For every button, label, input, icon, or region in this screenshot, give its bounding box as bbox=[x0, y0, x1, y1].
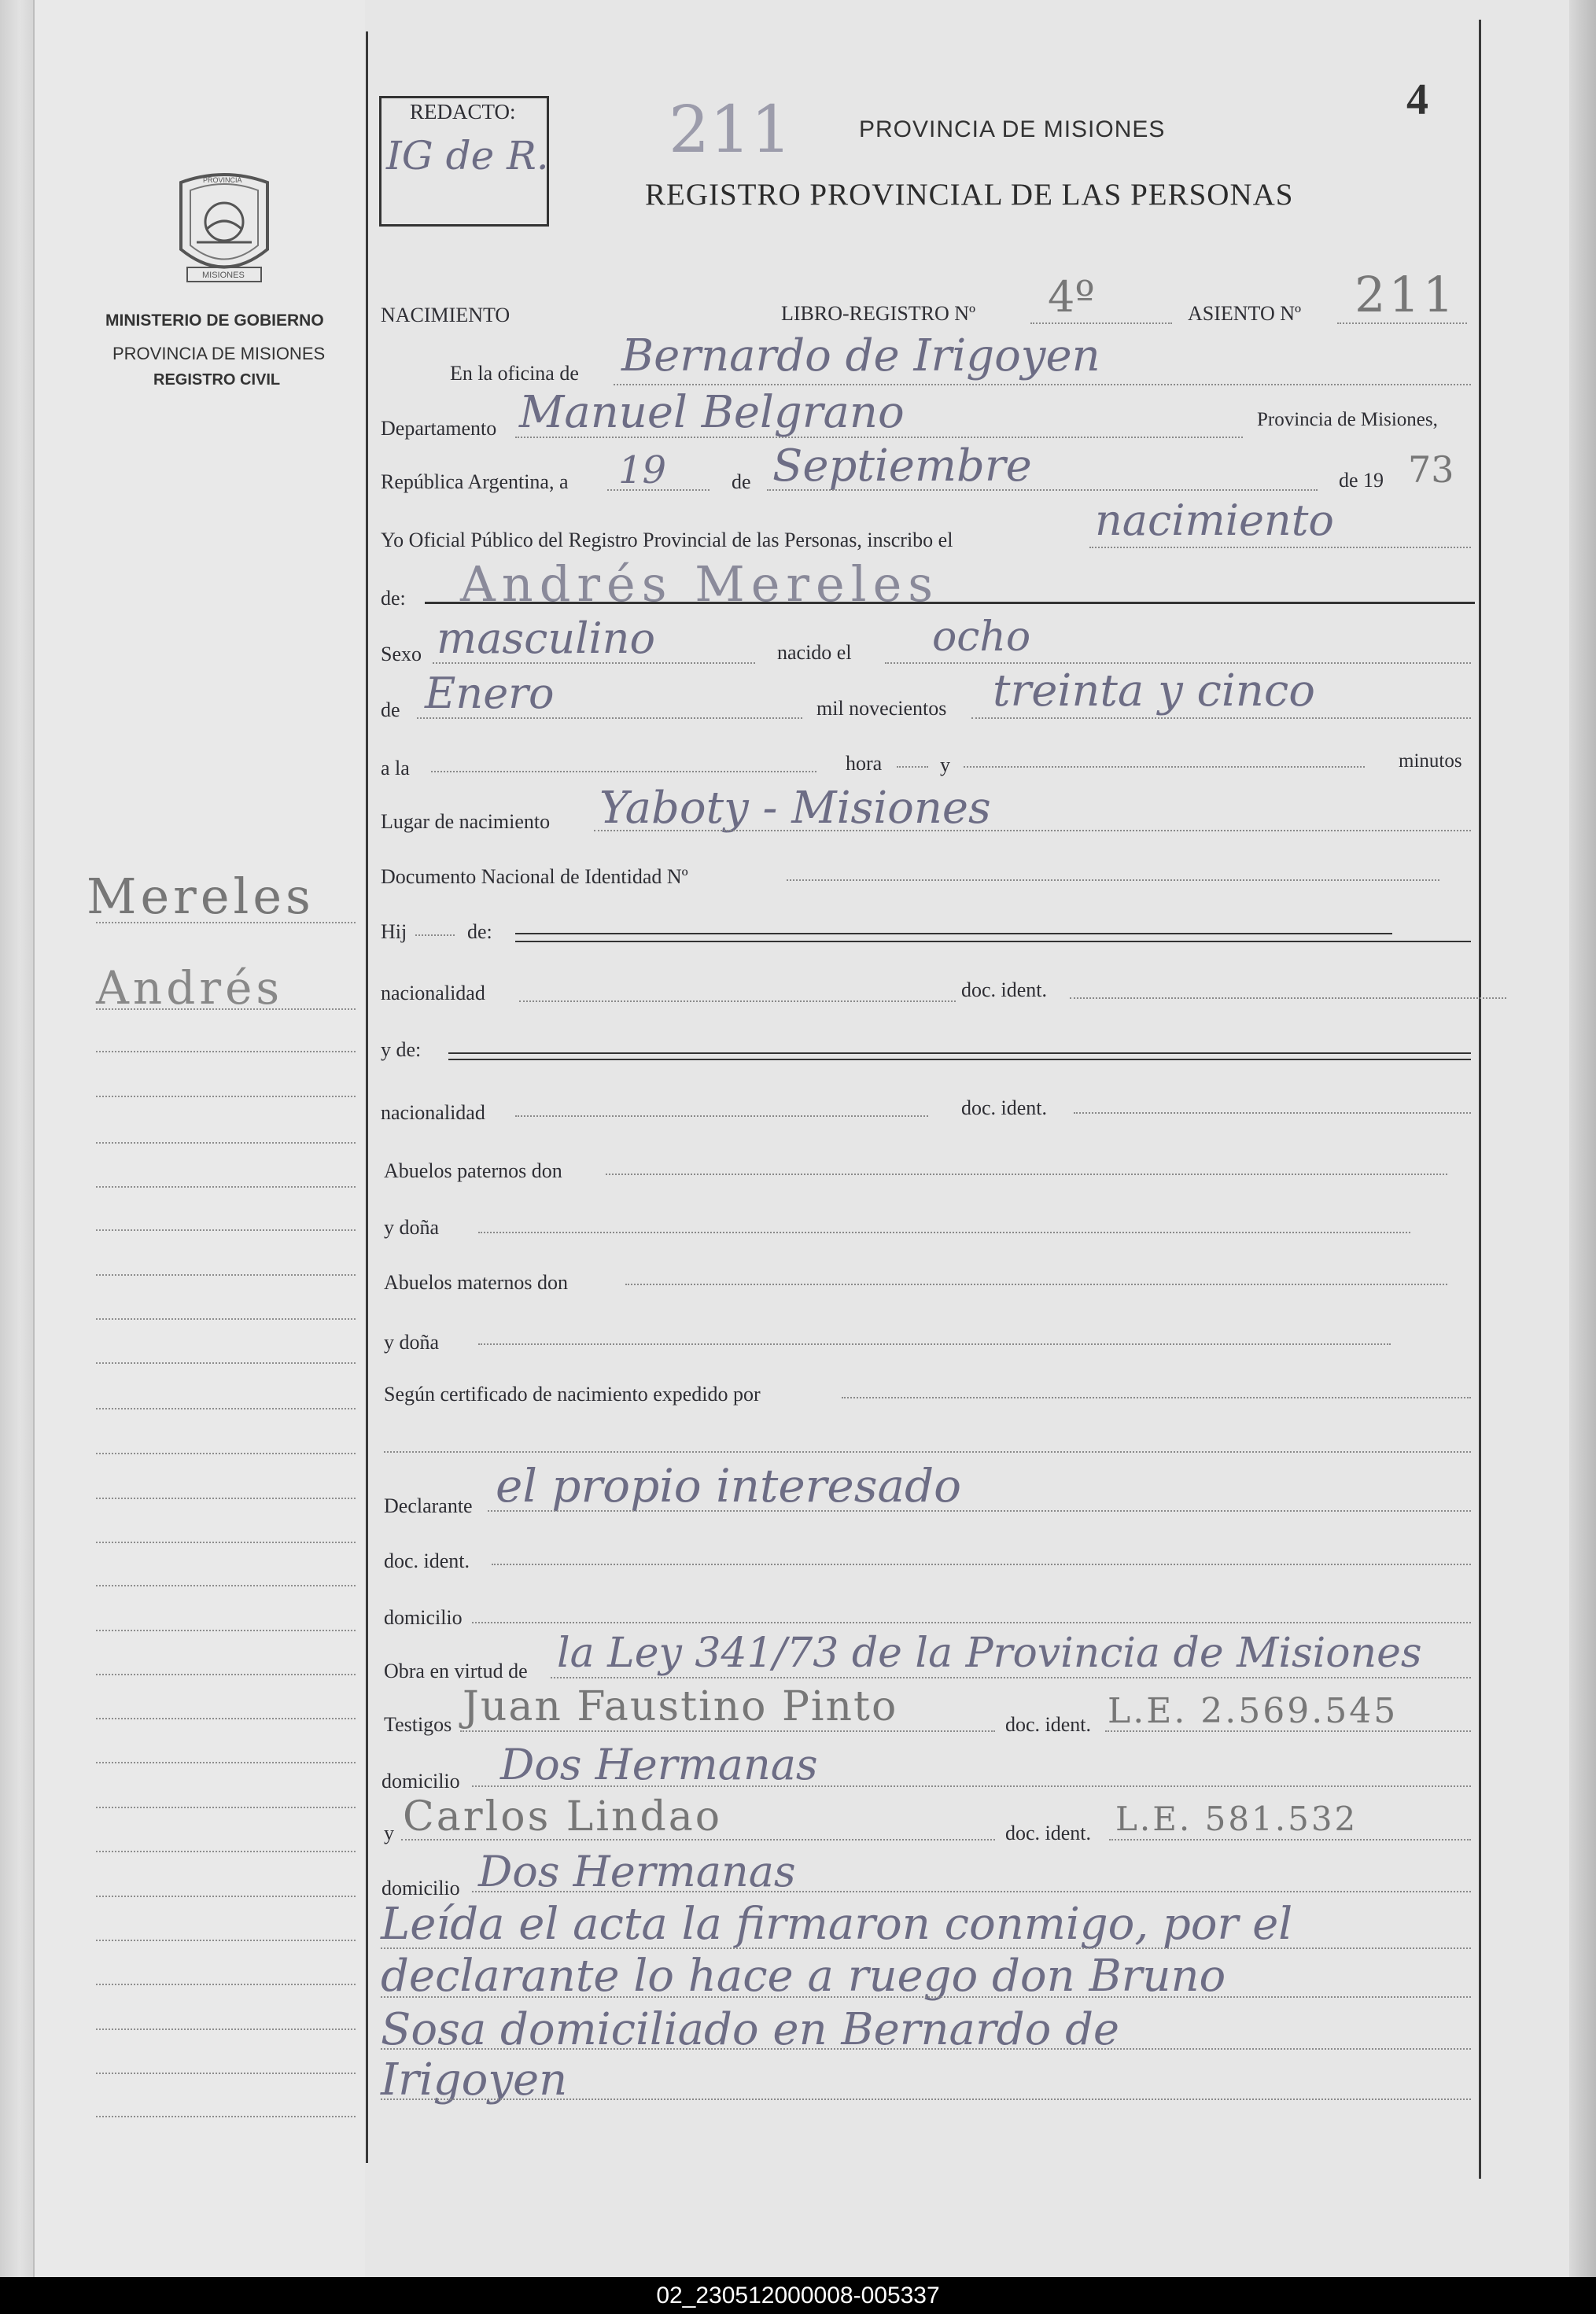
born-year-line bbox=[971, 717, 1471, 719]
margin-line bbox=[96, 1008, 356, 1010]
margin-line bbox=[96, 1674, 356, 1675]
witness2-line bbox=[401, 1839, 995, 1841]
redacto-box bbox=[379, 96, 549, 227]
page-edge bbox=[1569, 0, 1596, 2277]
registry-heading: REGISTRO PROVINCIAL DE LAS PERSONAS bbox=[645, 178, 1294, 212]
margin-line bbox=[96, 1096, 356, 1097]
margin-line bbox=[96, 2028, 356, 2030]
nationality-line bbox=[519, 1000, 956, 1002]
place-label: Lugar de nacimiento bbox=[381, 810, 551, 833]
nationality2-label: nacionalidad bbox=[381, 1101, 485, 1124]
date-day: 19 bbox=[618, 448, 667, 492]
date-month: Septiembre bbox=[772, 440, 1032, 492]
margin-line bbox=[96, 1718, 356, 1719]
margin-line bbox=[96, 1940, 356, 1941]
born-day: ocho bbox=[932, 614, 1031, 661]
closing-line-1: Leída el acta la firmaron conmigo, por el bbox=[381, 1899, 1293, 1950]
maternal-dona-line bbox=[478, 1343, 1391, 1345]
witness-label: Testigos bbox=[384, 1713, 452, 1736]
name-de-label: de: bbox=[381, 587, 406, 610]
declarant-home-line bbox=[472, 1622, 1471, 1623]
margin-line bbox=[96, 1408, 356, 1409]
paternal-dona-label: y doña bbox=[384, 1216, 440, 1239]
book-line bbox=[1030, 322, 1172, 324]
and-label: y bbox=[940, 754, 950, 776]
witness1-line bbox=[460, 1730, 995, 1732]
born-year-words: treinta y cinco bbox=[993, 665, 1315, 717]
book-value: 4º bbox=[1048, 272, 1095, 322]
hour-dash bbox=[897, 766, 928, 768]
witness1-doc: L.E. 2.569.545 bbox=[1108, 1691, 1399, 1731]
office-line bbox=[614, 384, 1471, 385]
margin-line bbox=[96, 1498, 356, 1499]
at-label: a la bbox=[381, 757, 410, 779]
margin-line bbox=[96, 1229, 356, 1231]
doc-ident2-line bbox=[1074, 1112, 1471, 1114]
left-rule bbox=[366, 31, 368, 2163]
witness1-doc-label: doc. ident. bbox=[1005, 1713, 1092, 1736]
book-spine bbox=[0, 0, 35, 2277]
child-label: Hij bbox=[381, 920, 407, 943]
witness2-home-line bbox=[472, 1891, 1471, 1892]
doc-ident-label: doc. ident. bbox=[961, 978, 1048, 1001]
margin-surname: Mereles bbox=[87, 868, 315, 925]
law-line bbox=[551, 1677, 1471, 1678]
margin-line bbox=[96, 1542, 356, 1543]
type-label: NACIMIENTO bbox=[381, 304, 510, 326]
maternal-dona-label: y doña bbox=[384, 1331, 440, 1354]
margin-line bbox=[96, 1896, 356, 1897]
declarant-value: el propio interesado bbox=[496, 1459, 962, 1513]
child-rule bbox=[515, 933, 1392, 934]
witness2-home-label: domicilio bbox=[381, 1877, 460, 1899]
nationality2-line bbox=[515, 1115, 928, 1117]
name-rule bbox=[425, 602, 1475, 604]
witness2-doc-line bbox=[1109, 1839, 1471, 1841]
witness1-home: Dos Hermanas bbox=[500, 1740, 818, 1789]
child-de-label: de: bbox=[467, 920, 492, 943]
born-de-label: de bbox=[381, 698, 400, 721]
margin-province: PROVINCIA DE MISIONES bbox=[112, 344, 326, 363]
margin-line bbox=[96, 2116, 356, 2117]
margin-line bbox=[96, 1851, 356, 1852]
margin-line bbox=[96, 1051, 356, 1052]
paternal-dona-line bbox=[478, 1232, 1410, 1233]
dni-line bbox=[787, 879, 1439, 881]
margin-line bbox=[96, 1274, 356, 1276]
witness2-doc: L.E. 581.532 bbox=[1115, 1800, 1358, 1838]
margin-civil: REGISTRO CIVIL bbox=[153, 371, 281, 389]
child-rule-2 bbox=[515, 941, 1471, 942]
certificate-line bbox=[842, 1397, 1471, 1398]
person-name: Andrés Mereles bbox=[460, 555, 940, 613]
seal-text-bottom: MISIONES bbox=[202, 271, 245, 280]
seal-text-top: PROVINCIA bbox=[203, 176, 242, 184]
witness2-name: Carlos Lindao bbox=[403, 1793, 723, 1841]
closing-rule-1 bbox=[381, 1947, 1471, 1949]
declarant-label: Declarante bbox=[384, 1494, 473, 1517]
closing-line-4: Irigoyen bbox=[381, 2054, 568, 2106]
right-rule bbox=[1479, 20, 1481, 2179]
closing-rule-2 bbox=[381, 1996, 1471, 1998]
witness1-home-label: domicilio bbox=[381, 1770, 460, 1793]
margin-line bbox=[96, 1362, 356, 1364]
hour-label: hora bbox=[846, 752, 883, 775]
witness1-doc-line bbox=[1105, 1730, 1471, 1732]
witness2-prefix: y bbox=[384, 1822, 394, 1844]
witness2-doc-label: doc. ident. bbox=[1005, 1822, 1092, 1844]
date-year-prefix: de 19 bbox=[1339, 469, 1384, 492]
entry-label: ASIENTO Nº bbox=[1188, 302, 1302, 325]
redacto-value: IG de R. bbox=[386, 133, 549, 179]
law-label: Obra en virtud de bbox=[384, 1660, 528, 1682]
margin-line bbox=[96, 1186, 356, 1188]
margin-line bbox=[96, 1984, 356, 1985]
hour-line bbox=[431, 771, 816, 772]
province-heading: PROVINCIA DE MISIONES bbox=[859, 116, 1166, 142]
statement-line bbox=[1089, 547, 1471, 548]
declarant-home-label: domicilio bbox=[384, 1606, 463, 1629]
declarant-doc-line bbox=[492, 1564, 1471, 1565]
record-number: 211 bbox=[669, 93, 792, 168]
date-month-line bbox=[767, 489, 1318, 491]
doc-ident2-label: doc. ident. bbox=[961, 1096, 1048, 1119]
place-line bbox=[594, 830, 1471, 831]
place-value: Yaboty - Misiones bbox=[599, 783, 991, 834]
department-suffix: Provincia de Misiones, bbox=[1257, 409, 1438, 430]
nationality-label: nacionalidad bbox=[381, 982, 485, 1004]
paternal-line bbox=[606, 1174, 1447, 1175]
margin-line bbox=[96, 2073, 356, 2074]
image-caption: 02_230512000008-005337 bbox=[0, 2277, 1596, 2314]
thousand-label: mil novecientos bbox=[816, 697, 947, 720]
statement-label: Yo Oficial Público del Registro Provincial de las Personas, inscribo el bbox=[381, 529, 953, 551]
doc-ident-line bbox=[1070, 997, 1506, 999]
and-de-rule bbox=[448, 1052, 1471, 1054]
margin-given-name: Andrés bbox=[96, 961, 284, 1015]
redacto-label: REDACTO: bbox=[410, 100, 516, 123]
office-label: En la oficina de bbox=[450, 362, 579, 385]
sex-label: Sexo bbox=[381, 643, 422, 665]
department-line bbox=[515, 437, 1243, 438]
born-label: nacido el bbox=[777, 641, 852, 664]
ministry-label: MINISTERIO DE GOBIERNO bbox=[105, 311, 324, 330]
margin-line bbox=[96, 1630, 356, 1631]
office-value: Bernardo de Irigoyen bbox=[621, 330, 1100, 381]
closing-line-3: Sosa domiciliado en Bernardo de bbox=[381, 2004, 1120, 2055]
minutes-label: minutos bbox=[1399, 750, 1462, 772]
margin-line bbox=[96, 1453, 356, 1454]
maternal-label: Abuelos maternos don bbox=[384, 1271, 568, 1294]
margin-column bbox=[35, 0, 365, 2277]
minutes-line bbox=[964, 766, 1365, 768]
margin-line bbox=[96, 1762, 356, 1763]
witness2-home: Dos Hermanas bbox=[478, 1847, 796, 1896]
certificate-line-2 bbox=[384, 1451, 1471, 1453]
sex-value: masculino bbox=[437, 614, 655, 663]
born-month: Enero bbox=[425, 669, 555, 718]
entry-value: 211 bbox=[1355, 266, 1458, 323]
closing-rule-3 bbox=[381, 2048, 1471, 2050]
witness1-home-line bbox=[472, 1785, 1471, 1787]
statement-value: nacimiento bbox=[1095, 496, 1334, 545]
date-year: 73 bbox=[1408, 448, 1454, 491]
declarant-doc-label: doc. ident. bbox=[384, 1549, 470, 1572]
declarant-line bbox=[488, 1510, 1471, 1512]
law-value: la Ley 341/73 de la Provincia de Misiones bbox=[557, 1630, 1422, 1677]
page-number: 4 bbox=[1406, 76, 1428, 124]
margin-line bbox=[96, 1807, 356, 1808]
born-month-line bbox=[417, 717, 802, 719]
margin-line bbox=[96, 922, 356, 923]
and-de-label: y de: bbox=[381, 1038, 422, 1061]
certificate-label: Según certificado de nacimiento expedido por bbox=[384, 1383, 761, 1406]
and-de-rule-2 bbox=[448, 1059, 1471, 1060]
date-prefix: República Argentina, a bbox=[381, 470, 569, 493]
book-label: LIBRO-REGISTRO Nº bbox=[781, 302, 976, 325]
witness1-name: Juan Faustino Pinto bbox=[463, 1683, 898, 1730]
entry-line bbox=[1337, 322, 1467, 324]
child-dash bbox=[415, 934, 455, 936]
born-day-line bbox=[885, 662, 1471, 664]
margin-line bbox=[96, 1318, 356, 1320]
dni-label: Documento Nacional de Identidad Nº bbox=[381, 865, 688, 888]
maternal-line bbox=[625, 1284, 1447, 1285]
paternal-label: Abuelos paternos don bbox=[384, 1159, 562, 1182]
closing-line-2: declarante lo hace a ruego don Bruno bbox=[381, 1951, 1226, 2002]
department-label: Departamento bbox=[381, 417, 497, 440]
margin-line bbox=[96, 1585, 356, 1586]
date-day-line bbox=[607, 489, 710, 491]
sex-line bbox=[433, 662, 755, 664]
department-value: Manuel Belgrano bbox=[519, 387, 905, 438]
margin-line bbox=[96, 1142, 356, 1144]
date-de: de bbox=[732, 470, 751, 493]
closing-rule-4 bbox=[381, 2098, 1471, 2100]
